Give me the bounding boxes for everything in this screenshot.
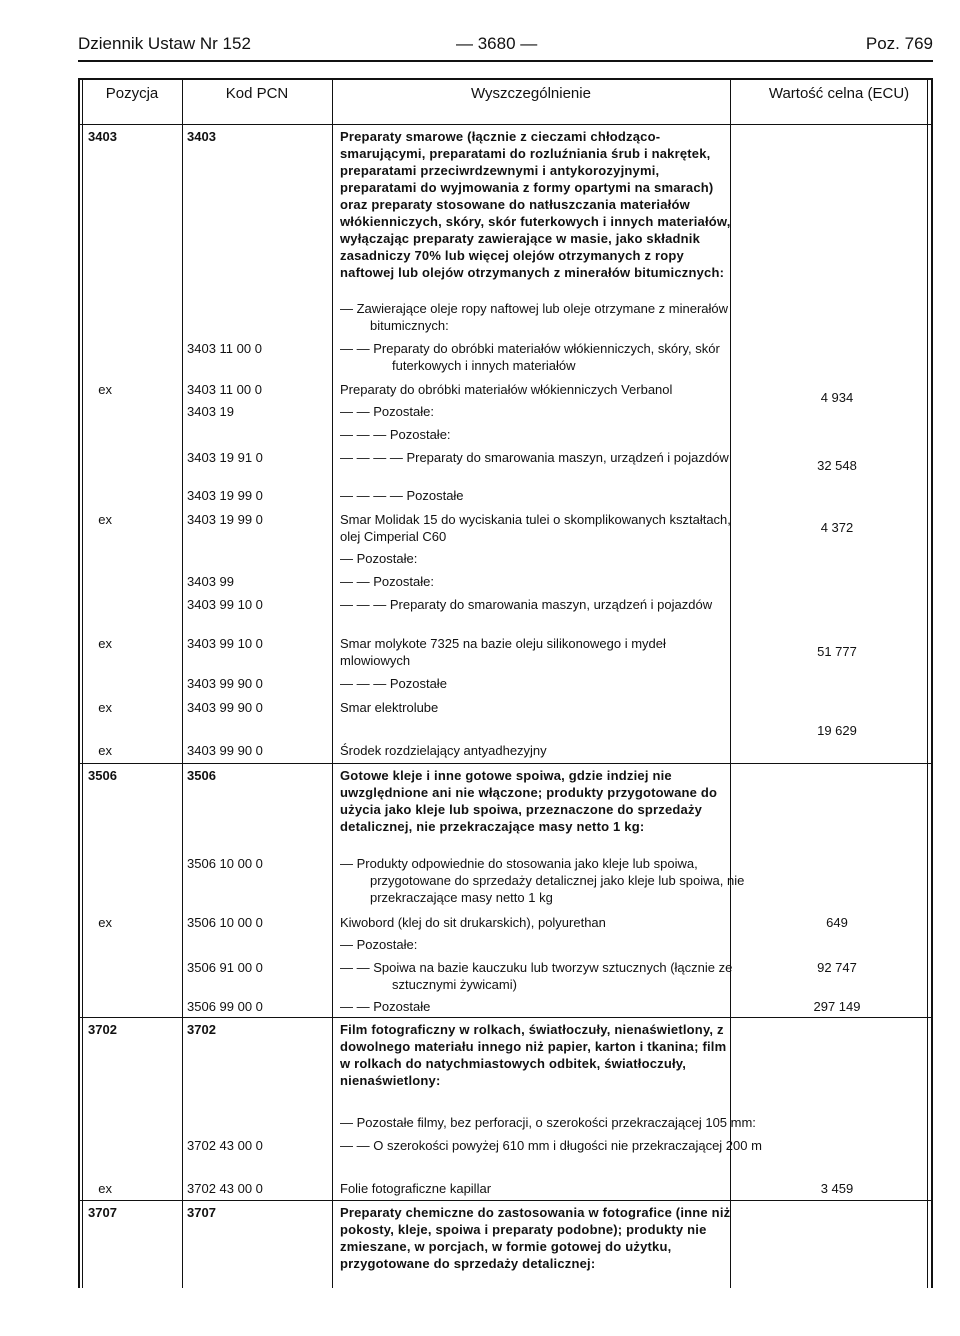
value-cell: 19 629	[817, 723, 857, 738]
ex-marker: ex	[98, 915, 112, 930]
code-cell: 3403 19 99 0	[187, 488, 263, 503]
code-cell: 3403 19 99 0	[187, 512, 263, 527]
code-cell: 3506	[187, 768, 216, 783]
description-cell: — Pozostałe:	[340, 937, 418, 952]
code-cell: 3506 10 00 0	[187, 915, 263, 930]
description-cell: — — Pozostałe:	[340, 404, 434, 419]
page-number: — 3680 —	[456, 34, 538, 53]
description-cell: — — — Preparaty do smarowania maszyn, urządzeń i pojazdów	[340, 597, 713, 612]
section-divider	[78, 763, 933, 764]
col-kod: Kod PCN	[225, 85, 289, 102]
description-cell: Gotowe kleje i inne gotowe spoiwa, gdzie indziej nie uwzględnione ani nie włączone; produkty przygotowane do użycia jako kleje lub spoiwa, przeznaczone do sprzedaży detalicznej, nie przekraczające masy netto 1 kg:	[340, 768, 718, 834]
divider-poz	[182, 78, 183, 1288]
value-cell: 649	[826, 915, 848, 930]
position-number: Poz. 769	[865, 34, 933, 53]
tariff-table	[78, 78, 933, 1288]
table-border-right-inner	[927, 78, 928, 1288]
description-cell: — Zawierające oleje ropy naftowej lub oleje otrzymane z minerałów bitumicznych:	[340, 301, 729, 333]
ex-marker: ex	[98, 700, 112, 715]
position-cell: 3707	[88, 1205, 117, 1220]
description-cell: — — Preparaty do obróbki materiałów włókienniczych, skóry, skór futerkowych i innych materiałów	[340, 341, 720, 373]
page-header	[78, 34, 933, 58]
ex-marker: ex	[98, 1181, 112, 1196]
description-cell: — — — — Pozostałe	[340, 488, 464, 503]
description-cell: — Pozostałe filmy, bez perforacji, o szerokości przekraczającej 105 mm:	[340, 1115, 756, 1130]
description-cell: Preparaty do obróbki materiałów włókienniczych Verbanol	[340, 382, 673, 397]
section-divider	[78, 1017, 933, 1018]
description-cell: Folie fotograficzne kapillar	[340, 1181, 492, 1196]
value-cell: 4 372	[820, 520, 854, 535]
code-cell: 3403	[187, 129, 216, 144]
code-cell: 3403 99 90 0	[187, 743, 263, 758]
description-cell: — — Pozostałe:	[340, 574, 434, 589]
code-cell: 3403 99 10 0	[187, 597, 263, 612]
section-divider	[78, 1200, 933, 1201]
value-cell: 4 934	[820, 390, 854, 405]
code-cell: 3702 43 00 0	[187, 1181, 263, 1196]
description-cell: Smar elektrolube	[340, 700, 439, 715]
description-cell: — — Pozostałe	[340, 999, 431, 1014]
value-cell: 51 777	[817, 644, 857, 659]
journal-title: Dziennik Ustaw Nr 152	[78, 34, 251, 53]
code-cell: 3403 11 00 0	[187, 382, 262, 397]
code-cell: 3403 11 00 0	[187, 341, 262, 356]
description-cell: — Produkty odpowiednie do stosowania jako kleje lub spoiwa, przygotowane do sprzedaży detalicznej jako kleje lub spoiwa, nie przekraczające masy netto 1 kg	[340, 856, 745, 905]
code-cell: 3702 43 00 0	[187, 1138, 263, 1153]
code-cell: 3506 91 00 0	[187, 960, 263, 975]
value-cell: 297 149	[813, 999, 861, 1014]
position-cell: 3403	[88, 129, 117, 144]
description-cell: — — — Pozostałe	[340, 676, 447, 691]
description-cell: — — — — Preparaty do smarowania maszyn, urządzeń i pojazdów	[340, 450, 729, 465]
ex-marker: ex	[98, 512, 112, 527]
table-top	[78, 78, 933, 80]
value-cell: 92 747	[817, 960, 857, 975]
code-cell: 3702	[187, 1022, 216, 1037]
value-cell: 3 459	[820, 1181, 854, 1196]
description-cell: — — O szerokości powyżej 610 mm i długości nie przekraczającej 200 m	[340, 1138, 762, 1153]
ex-marker: ex	[98, 636, 112, 651]
code-cell: 3403 19	[187, 404, 234, 419]
table-border-left	[78, 78, 80, 1288]
col-opis: Wyszczególnienie	[471, 85, 591, 102]
value-cell: 32 548	[817, 458, 857, 473]
position-cell: 3702	[88, 1022, 117, 1037]
table-border-left-inner	[82, 78, 83, 1288]
code-cell: 3403 99 90 0	[187, 676, 263, 691]
table-border-right	[931, 78, 933, 1288]
code-cell: 3707	[187, 1205, 216, 1220]
code-cell: 3506 99 00 0	[187, 999, 263, 1014]
col-pozycja: Pozycja	[105, 85, 159, 102]
description-cell: — — Spoiwa na bazie kauczuku lub tworzyw sztucznych (łącznie ze sztucznymi żywicami)	[340, 960, 733, 992]
ex-marker: ex	[98, 743, 112, 758]
ex-marker: ex	[98, 382, 112, 397]
description-cell: Smar molykote 7325 na bazie oleju silikonowego i mydeł mlowiowych	[340, 636, 666, 668]
col-wartosc: Wartość celna (ECU)	[768, 85, 910, 102]
code-cell: 3403 19 91 0	[187, 450, 263, 465]
description-cell: Film fotograficzny w rolkach, światłoczuły, nienaświetlony, z dowolnego materiału innego niż papier, karton i tkanina; film w rolkach do natychmiastowych odbitek, światłoczuły, nienaświetlony:	[340, 1022, 727, 1088]
description-cell: Preparaty chemiczne do zastosowania w fotografice (inne niż pokosty, kleje, spoiwa i preparaty podobne); produkty nie zmieszane, w porcjach, w formie gotowej do użytku, przygotowane do sprzedaży detalicznej:	[340, 1205, 731, 1271]
position-cell: 3506	[88, 768, 117, 783]
description-cell: Smar Molidak 15 do wyciskania tulei o skomplikowanych kształtach, olej Cimperial C60	[340, 512, 731, 544]
code-cell: 3403 99 90 0	[187, 700, 263, 715]
description-cell: Preparaty smarowe (łącznie z cieczami chłodząco-smarującymi, preparatami do rozluźniania śrub i nakrętek, preparatami przeciwrdzewnymi i antykorozyjnymi, preparatami do wyjmowania z formy opartymi na smarach) oraz preparaty stosowane do natłuszczania materiałów włókienniczych, skóry, skór futerkowych i innych materiałów, wyłączając preparaty zawierające w masie, jako składnik zasadniczy 70% lub więcej olejów otrzymanych z ropy naftowej lub olejów otrzymanych z minerałów bitumicznych:	[340, 129, 731, 280]
header-rule	[78, 60, 933, 62]
code-cell: 3506 10 00 0	[187, 856, 263, 871]
header-divider	[78, 124, 933, 125]
code-cell: 3403 99 10 0	[187, 636, 263, 651]
description-cell: Kiwobord (klej do sit drukarskich), polyurethan	[340, 915, 606, 930]
description-cell: — — — Pozostałe:	[340, 427, 451, 442]
description-cell: Środek rozdzielający antyadhezyjny	[340, 743, 547, 758]
description-cell: — Pozostałe:	[340, 551, 418, 566]
code-cell: 3403 99	[187, 574, 234, 589]
